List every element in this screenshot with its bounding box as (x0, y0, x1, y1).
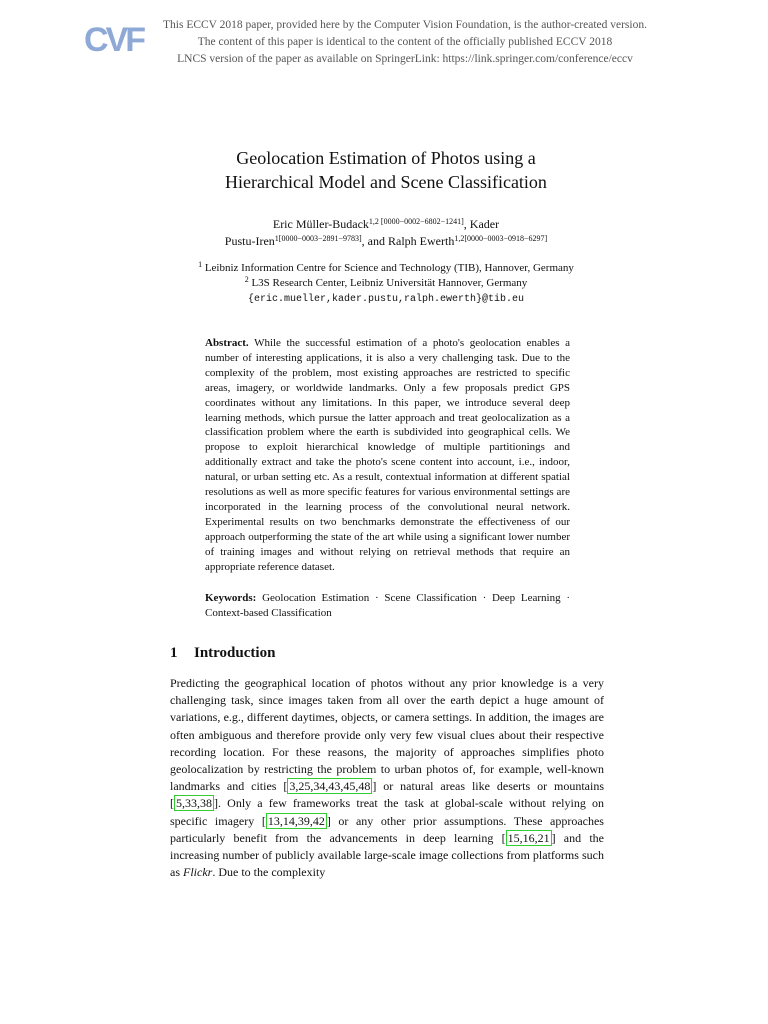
notice-line-3: LNCS version of the paper as available on SpringerLink: https://link.springer.com/conference/eccv (177, 53, 633, 65)
email-text: {eric.mueller,kader.pustu,ralph.ewerth}@tib.eu (247, 294, 525, 305)
author-separator: , Kader (463, 217, 500, 231)
affiliation-1-mark: 1 (198, 260, 203, 269)
abstract-label: Abstract. (205, 337, 249, 349)
author-line-1 (120, 216, 652, 233)
abstract-paragraph (205, 336, 570, 575)
affiliation-1 (120, 261, 652, 276)
citation-link-3[interactable]: 13,14,39,42 (267, 813, 325, 828)
affiliation-1-text: Leibniz Information Centre for Science and Technology (TIB), Hannover, Germany (204, 262, 574, 274)
citation-link-2[interactable]: 5,33,38 (176, 796, 212, 811)
title-line-2: Hierarchical Model and Scene Classification (225, 172, 547, 192)
keywords (205, 591, 570, 621)
affiliation-2-mark: 2 (244, 275, 249, 284)
intro-text-5: and the increasing number of publicly available large-scale image collections from platforms such as (170, 830, 604, 880)
author-line-2 (120, 233, 652, 250)
intro-text-1: Predicting the geographical location of photos without any prior knowledge is a very challenging task, since images taken from all over the earth depict a huge amount of variations, e.g., different daytimes, objects, or camera settings. In addition, the images are often ambiguous and therefore provide only very few visual clues about their respective recording location. For these reasons, the majority of approaches simplifies photo geolocalization by restricting the problem to urban photos of, for example, well-known landmarks and cities (170, 676, 604, 794)
author-2-name: Pustu-Iren (224, 234, 275, 248)
author-2-orcid: 1[0000−0003−2891−9783] (274, 234, 362, 243)
author-1-orcid: 1,2 [0000−0002−6802−1241] (368, 217, 464, 226)
section-title: Introduction (194, 645, 276, 661)
author-list (120, 216, 652, 250)
notice-line-2: The content of this paper is identical to the content of the officially published ECCV 2018 (197, 36, 613, 48)
section-number: 1 (170, 645, 178, 661)
introduction-body (170, 675, 604, 881)
citation-link-4[interactable]: 15,16,21 (507, 830, 550, 845)
keywords-paragraph (205, 591, 570, 621)
author-1-name: Eric Müller-Budack (272, 217, 369, 231)
notice-line-1: This ECCV 2018 paper, provided here by the Computer Vision Foundation, is the author-created version. (163, 19, 647, 31)
abstract-text: While the successful estimation of a photo's geolocation enables a number of interesting applications, it is also a very challenging task. Due to the complexity of the problem, most existing approaches are restricted to specific areas, imagery, or worldwide landmarks. Only a few proposals predict GPS coordinates without any limitations. In this paper, we introduce several deep learning methods, which pursue the latter approach and treat geolocalization as a classification problem where the earth is subdivided into geographical cells. We propose to exploit hierarchical knowledge of multiple partitionings and additionally extract and take the photo's scene content into account, i.e., indoor, natural, or urban setting etc. As a result, contextual information at different spatial resolutions as well as more specific features for various environmental settings are incorporated in the learning process of the convolutional neural network. Experimental results on two benchmarks demonstrate the effectiveness of our approach outperforming the state of the art while using a significant lower number of training images and without relying on retrieval methods that require an appropriate reference dataset. (205, 337, 570, 573)
intro-text-6: . Due to the complexity (212, 865, 326, 880)
paper-title (100, 146, 672, 194)
intro-paragraph: Predicting the geographical location of photos without any prior knowledge is a very challenging task, since images taken from all over the earth depict a huge amount of variations, e.g., different daytimes, objects, or camera settings. In addition, the images are often ambiguous and therefore provide only very few visual clues about their respective recording location. For these reasons, the majority of approaches simplifies photo geolocalization by restricting the problem to urban photos of, for example, well-known landmarks and cities [ 3,25,34,43,45,48 ] or natural areas like deserts or mountains [ 5,33,38 ]. Only a few frameworks treat the task at global-scale without relying on specific imagery [ 13,14,39,42 ] or any other prior assumptions. These approaches particularly benefit from the advancements in deep learning [ 15,16,21 ] and the increasing number of publicly available large-scale image collections from platforms such as Flickr. Due to the complexity (170, 676, 604, 880)
flickr-term: Flickr (183, 865, 213, 880)
section-heading-introduction (170, 643, 275, 663)
affiliation-2 (120, 276, 652, 291)
intro-text-2: or natural areas like deserts or mountains (376, 779, 604, 794)
affiliation-2-text: L3S Research Center, Leibniz Universität Hannover, Germany (251, 277, 528, 289)
keywords-label: Keywords: (205, 592, 257, 604)
citation-link-1[interactable]: 3,25,34,43,45,48 (289, 779, 371, 794)
author-3-name: , and Ralph Ewerth (361, 234, 455, 248)
author-3-orcid: 1,2[0000−0003−0918−6297] (454, 234, 548, 243)
open-access-notice (150, 17, 660, 68)
author-emails (120, 291, 652, 307)
intro-text-3: . Only a few frameworks treat the task at global-scale without relying on specific imagery (170, 796, 604, 828)
affiliations (120, 261, 652, 307)
cvf-logo: CVF (84, 21, 143, 59)
intro-text-4: or any other prior assumptions. These approaches particularly benefit from the advancements in deep learning (170, 813, 604, 845)
abstract (205, 336, 570, 575)
title-line-1: Geolocation Estimation of Photos using a (236, 148, 536, 168)
keywords-text: Geolocation Estimation · Scene Classification · Deep Learning · Context-based Classification (205, 592, 571, 619)
